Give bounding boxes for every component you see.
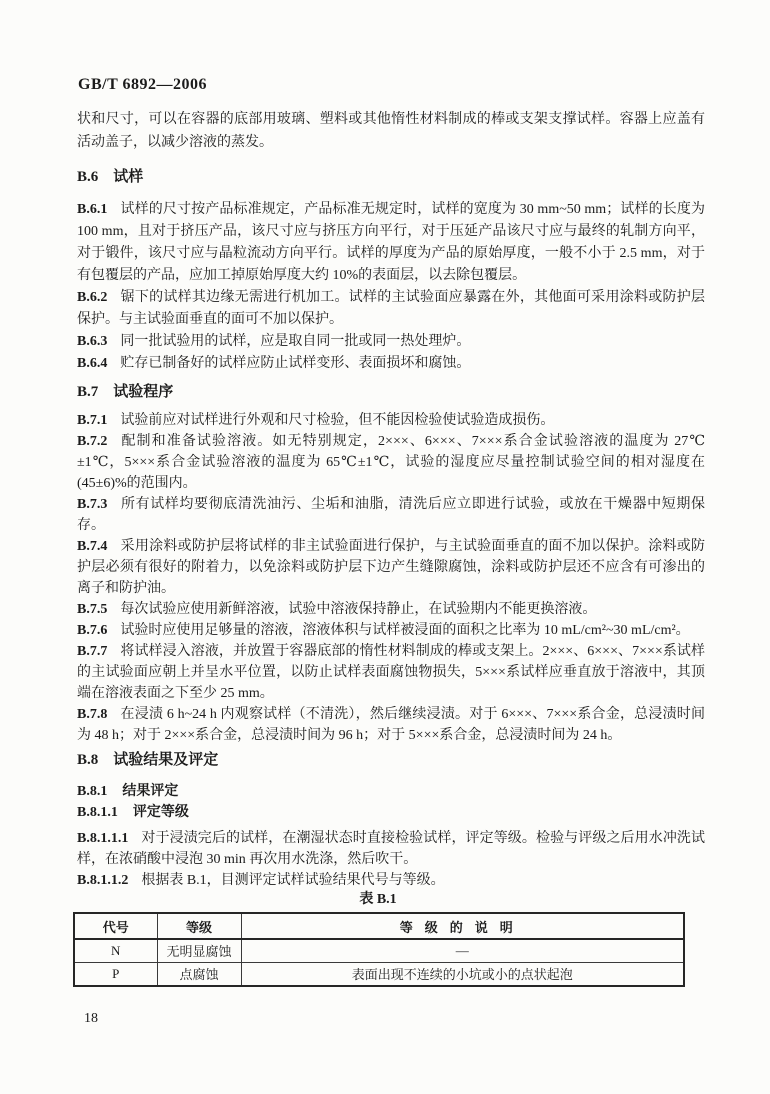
clause-text: 所有试样均要彻底清洗油污、尘垢和油脂，清洗后应立即进行试验，或放在干燥器中短期保存。 bbox=[77, 497, 705, 533]
section-title: 试验程序 bbox=[113, 384, 174, 400]
clause-b7-6 bbox=[77, 620, 705, 641]
section-number: B.6 bbox=[77, 169, 99, 185]
clause-text: 试验前应对试样进行外观和尺寸检验，但不能因检验使试验造成损伤。 bbox=[120, 413, 555, 428]
section-title: 试验结果及评定 bbox=[113, 752, 219, 768]
page-number: 18 bbox=[84, 1011, 98, 1026]
section-heading-b7 bbox=[77, 382, 705, 402]
clause-text: 根据表 B.1，目测评定试样试验结果代号与等级。 bbox=[141, 873, 445, 888]
section-title: 结果评定 bbox=[122, 784, 179, 799]
section-number: B.8.1 bbox=[77, 784, 108, 799]
clause-number: B.7.4 bbox=[77, 539, 108, 554]
clause-number: B.7.2 bbox=[77, 434, 108, 449]
clause-b8-1-1-1 bbox=[77, 828, 705, 870]
clause-b6-4 bbox=[77, 353, 705, 375]
table-caption: 表 B.1 bbox=[359, 892, 397, 907]
clause-number: B.8.1.1.1 bbox=[77, 831, 129, 846]
clause-number: B.6.4 bbox=[77, 356, 108, 371]
clause-number: B.7.6 bbox=[77, 623, 108, 638]
col-header-code: 代号 bbox=[74, 913, 157, 939]
clause-b7-4 bbox=[77, 536, 705, 599]
cell-grade: 无明显腐蚀 bbox=[157, 939, 241, 962]
table-row-n bbox=[74, 939, 684, 962]
clause-text: 锯下的试样其边缘无需进行机加工。试样的主试验面应暴露在外，其他面可采用涂料或防护层保护。与主试验面垂直的面可不加以保护。 bbox=[77, 290, 705, 327]
cell-grade: 点腐蚀 bbox=[157, 962, 241, 986]
clause-number: B.7.3 bbox=[77, 497, 108, 512]
section-number: B.8.1.1 bbox=[77, 805, 118, 820]
section-b8-clauses bbox=[77, 828, 705, 891]
cell-description: — bbox=[241, 939, 684, 962]
intro-paragraph bbox=[77, 108, 705, 154]
clause-text: 每次试验应使用新鲜溶液，试验中溶液保持静止，在试验期内不能更换溶液。 bbox=[120, 602, 597, 617]
results-table bbox=[73, 912, 685, 987]
clause-number: B.6.3 bbox=[77, 334, 108, 349]
clause-text: 将试样浸入溶液，并放置于容器底部的惰性材料制成的棒或支架上。2×××、6×××、7×××系试样的主试验面应朝上并呈水平位置，以防止试样表面腐蚀物损失，5×××系试样应垂直放于溶液中，其顶端在溶液表面之下至少 25 mm。 bbox=[77, 644, 705, 701]
clause-b6-3 bbox=[77, 331, 705, 353]
section-b6-clauses bbox=[77, 199, 705, 375]
section-title: 试样 bbox=[113, 169, 144, 185]
clause-number: B.7.1 bbox=[77, 413, 108, 428]
clause-number: B.7.5 bbox=[77, 602, 108, 617]
clause-text: 试样的尺寸按产品标准规定，产品标准无规定时，试样的宽度为 30 mm~50 mm；试样的长度为 100 mm，且对于挤压产品，该尺寸应与挤压方向平行，对于压延产品该尺寸应与最终的轧制方向平，对于锻件，该尺寸应与晶粒流动方向平行。试样的厚度为产品的原始厚度，一般不小于 2.5 mm，对于有包覆层的产品，应加工掉原始厚度大约 10%的表面层，以去除包覆层。 bbox=[77, 202, 705, 283]
clause-b7-7 bbox=[77, 641, 705, 704]
subsection-heading-b8-1 bbox=[77, 782, 705, 802]
section-heading-b8 bbox=[77, 750, 705, 770]
section-b7-clauses bbox=[77, 410, 705, 746]
clause-b7-3 bbox=[77, 494, 705, 536]
section-number: B.7 bbox=[77, 384, 99, 400]
clause-b7-5 bbox=[77, 599, 705, 620]
section-title: 评定等级 bbox=[132, 805, 189, 820]
clause-text: 在浸渍 6 h~24 h 内观察试样（不清洗），然后继续浸渍。对于 6×××、7×××系合金，总浸渍时间为 48 h；对于 2×××系合金，总浸渍时间为 96 h；对于 5×××系合金，总浸渍时间为 24 h。 bbox=[77, 707, 705, 743]
section-number: B.8 bbox=[77, 752, 99, 768]
clause-text: 试验时应使用足够量的溶液，溶液体积与试样被浸面的面积之比率为 10 mL/cm²~30 mL/cm²。 bbox=[120, 623, 690, 638]
cell-description: 表面出现不连续的小坑或小的点状起泡 bbox=[241, 962, 684, 986]
col-header-grade: 等级 bbox=[157, 913, 241, 939]
cell-code: P bbox=[74, 962, 157, 986]
clause-text: 贮存已制备好的试样应防止试样变形、表面损坏和腐蚀。 bbox=[120, 356, 471, 371]
clause-b7-8 bbox=[77, 704, 705, 746]
paragraph-text: 状和尺寸，可以在容器的底部用玻璃、塑料或其他惰性材料制成的棒或支架支撑试样。容器上应盖有活动盖子，以减少溶液的蒸发。 bbox=[77, 112, 705, 150]
cell-code: N bbox=[74, 939, 157, 962]
table-row-p bbox=[74, 962, 684, 986]
clause-b6-1 bbox=[77, 199, 705, 287]
table-header-row bbox=[74, 913, 684, 939]
clause-number: B.7.8 bbox=[77, 707, 108, 722]
doc-number: GB/T 6892—2006 bbox=[78, 76, 207, 93]
clause-b7-1 bbox=[77, 410, 705, 431]
clause-b6-2 bbox=[77, 287, 705, 331]
clause-text: 采用涂料或防护层将试样的非主试验面进行保护，与主试验面垂直的面不加以保护。涂料或防护层必须有很好的附着力，以免涂料或防护层下边产生缝隙腐蚀，涂料或防护层还不应含有可渗出的离子和防护油。 bbox=[77, 539, 705, 596]
subsection-heading-b8-1-1 bbox=[77, 803, 705, 823]
clause-text: 对于浸渍完后的试样，在潮湿状态时直接检验试样，评定等级。检验与评级之后用水冲洗试样，在浓硝酸中浸泡 30 min 再次用水洗涤，然后吹干。 bbox=[77, 831, 705, 867]
clause-number: B.7.7 bbox=[77, 644, 108, 659]
clause-text: 配制和准备试验溶液。如无特别规定，2×××、6×××、7×××系合金试验溶液的温度为 27℃±1℃，5×××系合金试验溶液的温度为 65℃±1℃，试验的湿度应尽量控制试验空间的相对湿度在(45±6)%的范围内。 bbox=[77, 434, 705, 491]
clause-text: 同一批试验用的试样，应是取自同一批或同一热处理炉。 bbox=[120, 334, 471, 349]
clause-number: B.8.1.1.2 bbox=[77, 873, 129, 888]
col-header-description: 等级的说明 bbox=[241, 913, 684, 939]
clause-b7-2 bbox=[77, 431, 705, 494]
clause-number: B.6.2 bbox=[77, 290, 108, 305]
clause-number: B.6.1 bbox=[77, 202, 108, 217]
section-heading-b6 bbox=[77, 167, 705, 187]
